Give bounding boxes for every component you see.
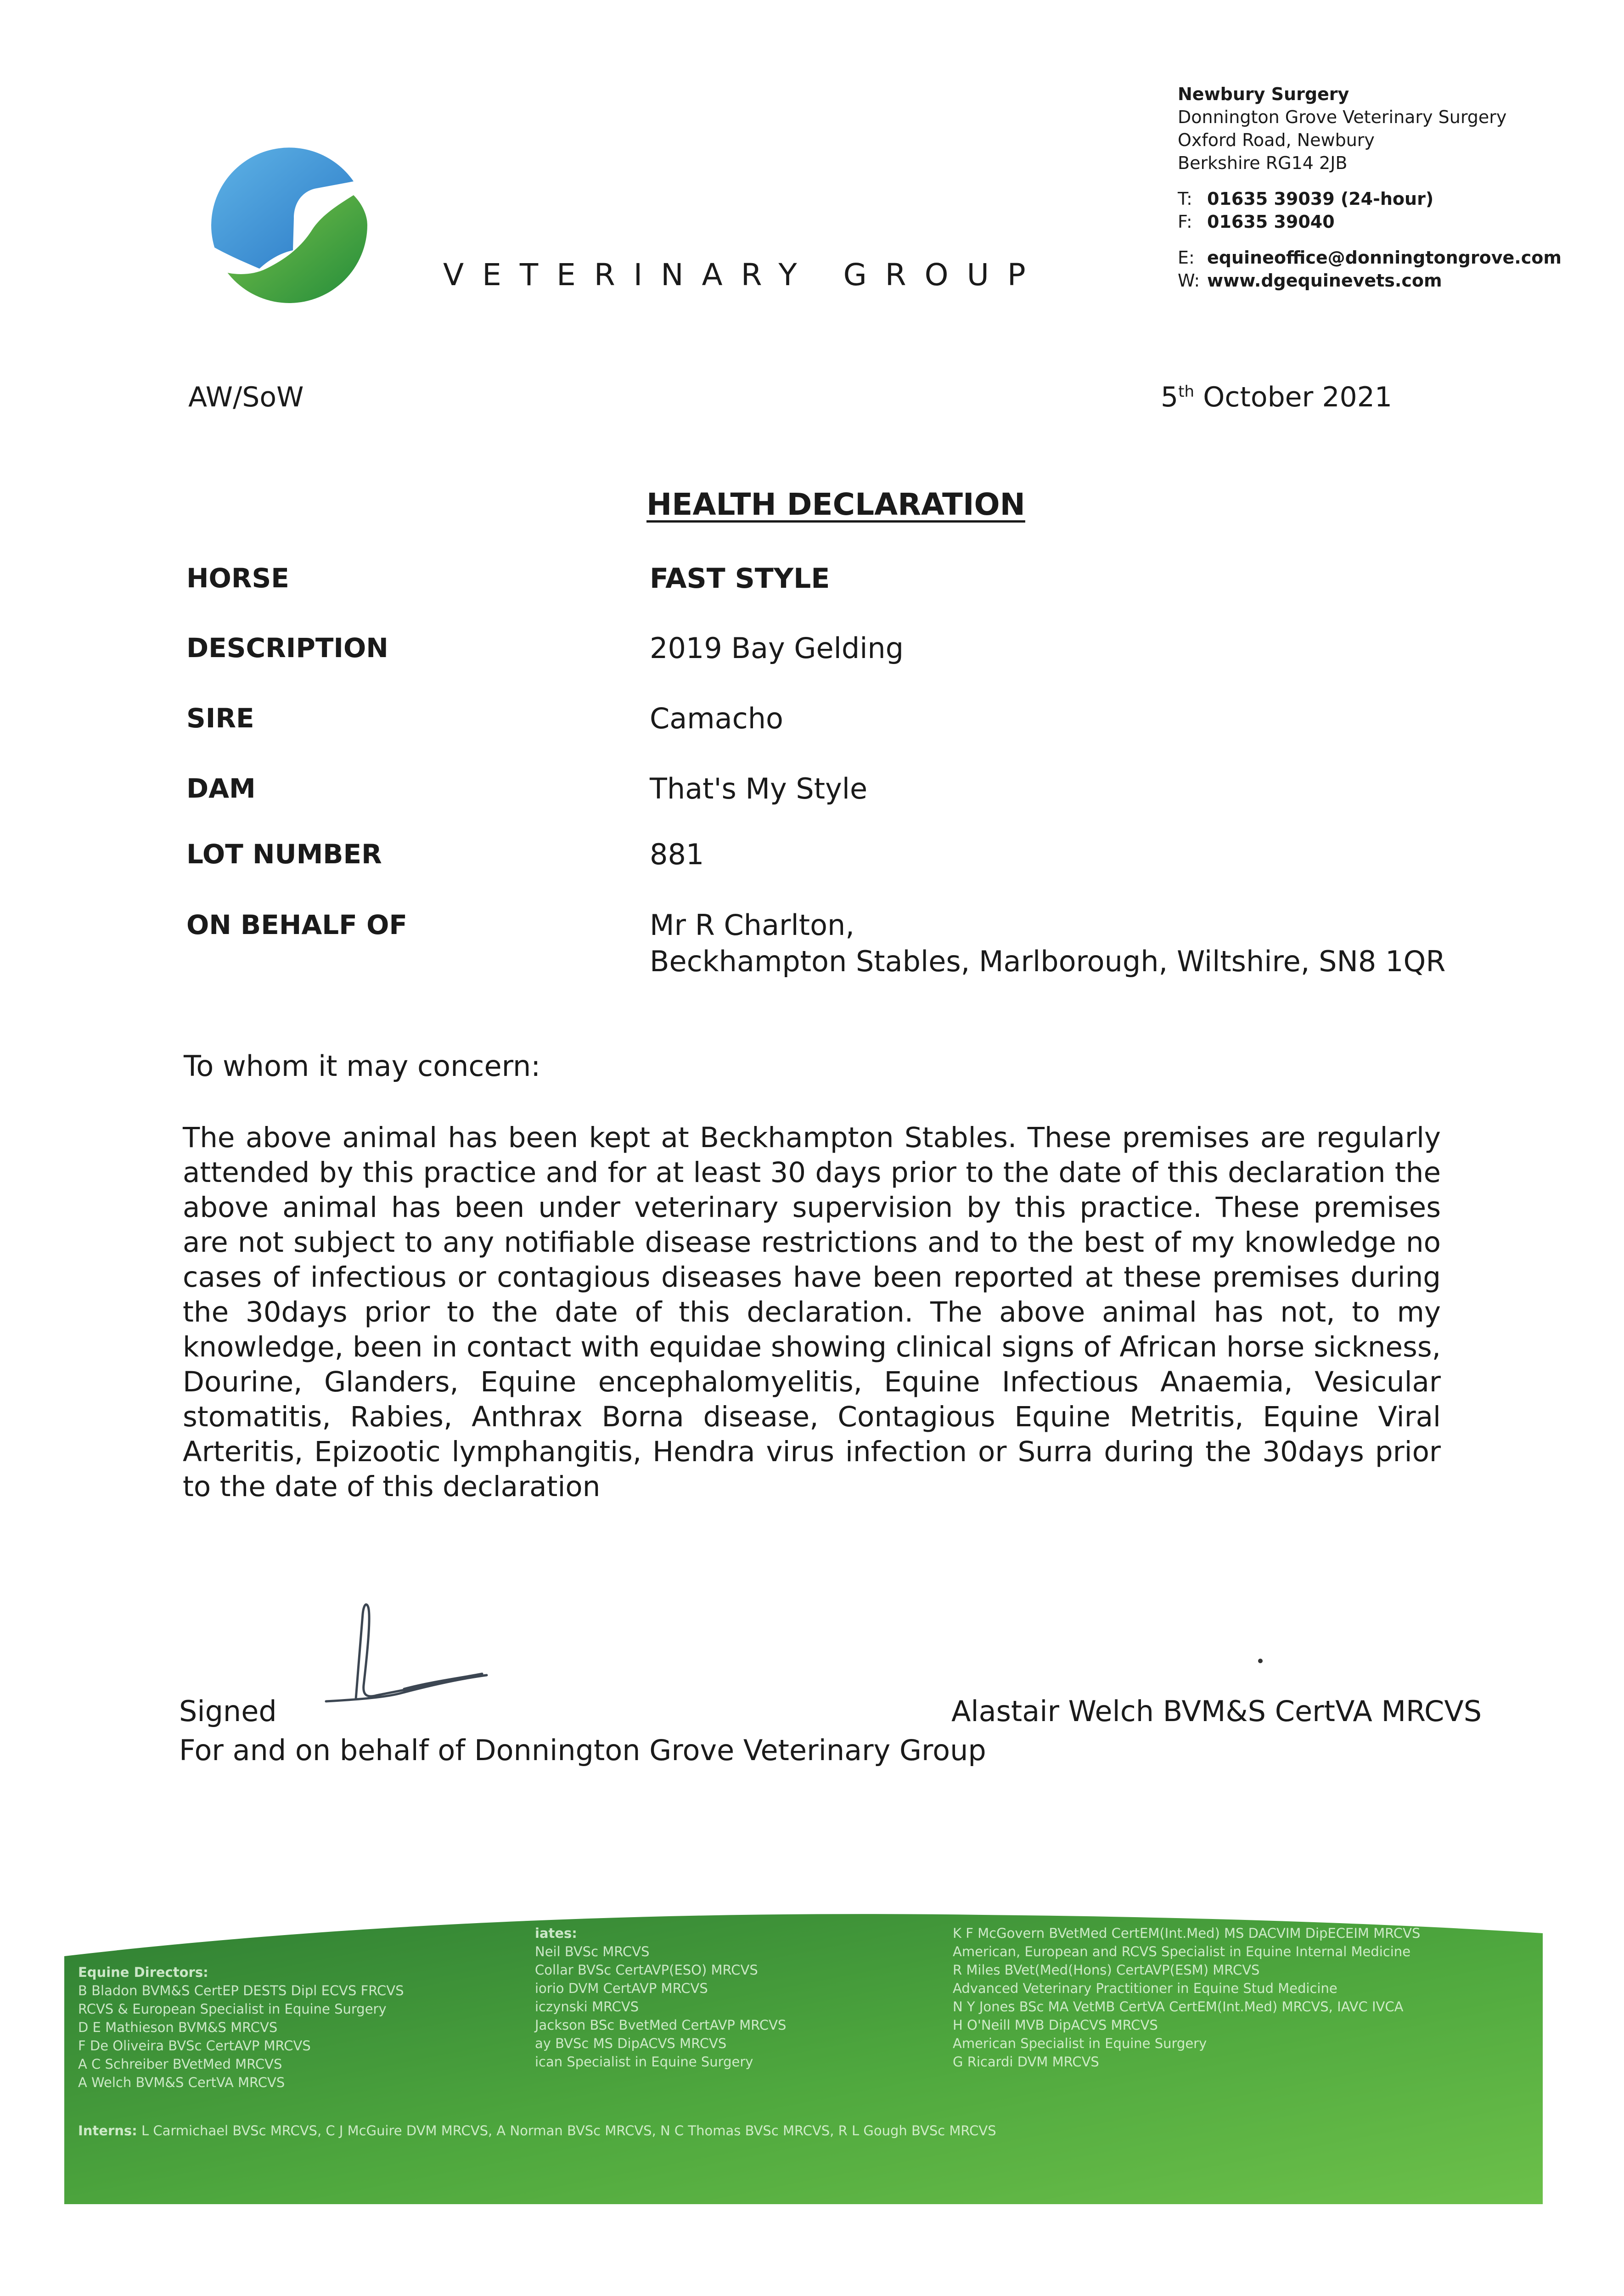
address-line-2: Oxford Road, Newbury — [1178, 130, 1375, 150]
surgery-name: Newbury Surgery — [1178, 84, 1349, 104]
date-rest: October 2021 — [1194, 381, 1393, 413]
horse-label: HORSE — [186, 563, 289, 594]
footer-associates — [535, 1924, 786, 2071]
director-line: RCVS & European Specialist in Equine Surgery — [78, 2001, 387, 2017]
specialist-line: American Specialist in Equine Surgery — [953, 2036, 1207, 2051]
telephone-label: T: — [1178, 189, 1192, 209]
web-label: W: — [1178, 270, 1200, 291]
specialist-line: G Ricardi DVM MRCVS — [953, 2054, 1099, 2070]
footer-specialists — [953, 1924, 1420, 2071]
reference: AW/SoW — [188, 381, 304, 413]
specialist-line: H O'Neill MVB DipACVS MRCVS — [953, 2017, 1158, 2033]
fax-label: F: — [1178, 212, 1192, 232]
director-line: A Welch BVM&S CertVA MRCVS — [78, 2075, 285, 2090]
description-value: 2019 Bay Gelding — [650, 631, 904, 665]
on-behalf-of-name: Mr R Charlton, — [650, 908, 855, 942]
fax-number: 01635 39040 — [1207, 212, 1335, 232]
associate-line: Jackson BSc BvetMed CertAVP MRCVS — [535, 2017, 787, 2033]
letter-date — [1161, 381, 1392, 413]
dam-value: That's My Style — [650, 772, 868, 805]
interns-heading: Interns: — [78, 2123, 137, 2138]
sire-value: Camacho — [650, 702, 783, 735]
lot-number-value: 881 — [650, 838, 704, 871]
director-line: F De Oliveira BVSc CertAVP MRCVS — [78, 2038, 311, 2054]
associates-heading: iates: — [535, 1925, 577, 1941]
telephone-number: 01635 39039 (24-hour) — [1207, 189, 1434, 209]
directors-heading: Equine Directors: — [78, 1964, 208, 1980]
associate-line: ay BVSc MS DipACVS MRCVS — [535, 2036, 727, 2051]
specialist-line: American, European and RCVS Specialist in Equine Internal Medicine — [953, 1944, 1411, 1959]
signed-on-behalf: For and on behalf of Donnington Grove Veterinary Group — [179, 1733, 986, 1767]
web-address: www.dgequinevets.com — [1207, 270, 1442, 291]
date-suffix: th — [1178, 383, 1195, 401]
footer-interns — [78, 2122, 996, 2140]
logo-wordmark: VETERINARY GROUP — [443, 257, 1044, 293]
associate-line: Neil BVSc MRCVS — [535, 1944, 650, 1959]
associate-line: ican Specialist in Equine Surgery — [535, 2054, 753, 2070]
email-line — [1178, 246, 1562, 269]
address-line-1: Donnington Grove Veterinary Surgery — [1178, 107, 1507, 127]
document-title: HEALTH DECLARATION — [646, 487, 1025, 522]
associate-line: Collar BVSc CertAVP(ESO) MRCVS — [535, 1962, 758, 1978]
on-behalf-of-label: ON BEHALF OF — [186, 909, 407, 940]
declaration-body: The above animal has been kept at Beckhampton Stables. These premises are regularly attended by this practice and for at least 30 days prior to the date of this declaration the above animal has been under veterinary supervision by this practice. These premises are not subject to any notifiable disease restrictions and to the best of my knowledge no cases of infectious or contagious diseases have been reported at these premises during the 30days prior to the date of this declaration. The above animal has not, to my knowledge, been in contact with equidae showing clinical signs of African horse sickness, Dourine, Glanders, Equine encephalomyelitis, Equine Infectious Anaemia, Vesicular stomatitis, Rabies, Anthrax Borna disease, Contagious Equine Metritis, Equine Viral Arteritis, Epizootic lymphangitis, Hendra virus infection or Surra during the 30days prior to the date of this declaration — [183, 1121, 1441, 1503]
web-line — [1178, 269, 1562, 292]
fax-line — [1178, 210, 1562, 233]
sire-label: SIRE — [186, 703, 254, 734]
interns-list: L Carmichael BVSc MRCVS, C J McGuire DVM MRCVS, A Norman BVSc MRCVS, N C Thomas BVSc MRCVS, R L Gough BVSc MRCVS — [137, 2123, 996, 2138]
address-line-3: Berkshire RG14 2JB — [1178, 153, 1348, 173]
director-line: B Bladon BVM&S CertEP DESTS Dipl ECVS FRCVS — [78, 1983, 404, 1998]
email-label: E: — [1178, 248, 1195, 268]
ink-dot — [1258, 1659, 1263, 1663]
telephone-line — [1178, 187, 1562, 210]
director-line: A C Schreiber BVetMed MRCVS — [78, 2056, 282, 2072]
footer-directors — [78, 1963, 404, 2092]
description-label: DESCRIPTION — [186, 632, 388, 664]
on-behalf-of-address: Beckhampton Stables, Marlborough, Wiltshire, SN8 1QR — [650, 945, 1446, 978]
email-address: equineoffice@donningtongrove.com — [1207, 248, 1562, 268]
date-day: 5 — [1161, 381, 1179, 413]
lot-number-label: LOT NUMBER — [186, 838, 382, 870]
dam-label: DAM — [186, 773, 256, 804]
signatory-name: Alastair Welch BVM&S CertVA MRCVS — [951, 1694, 1482, 1728]
horse-value: FAST STYLE — [650, 563, 830, 595]
associate-line: iczynski MRCVS — [535, 1999, 639, 2015]
specialist-line: Advanced Veterinary Practitioner in Equine Stud Medicine — [953, 1981, 1337, 1996]
footer-banner — [64, 1896, 1543, 2209]
handwritten-signature — [312, 1580, 551, 1708]
director-line: D E Mathieson BVM&S MRCVS — [78, 2020, 278, 2035]
associate-line: iorio DVM CertAVP MRCVS — [535, 1981, 708, 1996]
horse-head-circle-logo — [202, 138, 376, 312]
greeting: To whom it may concern: — [184, 1049, 541, 1083]
address-block — [1178, 83, 1562, 292]
specialist-line: K F McGovern BVetMed CertEM(Int.Med) MS DACVIM DipECEIM MRCVS — [953, 1925, 1421, 1941]
specialist-line: N Y Jones BSc MA VetMB CertVA CertEM(Int.Med) MRCVS, IAVC IVCA — [953, 1999, 1404, 2015]
signed-label: Signed — [179, 1694, 277, 1728]
specialist-line: R Miles BVet(Med(Hons) CertAVP(ESM) MRCVS — [953, 1962, 1260, 1978]
